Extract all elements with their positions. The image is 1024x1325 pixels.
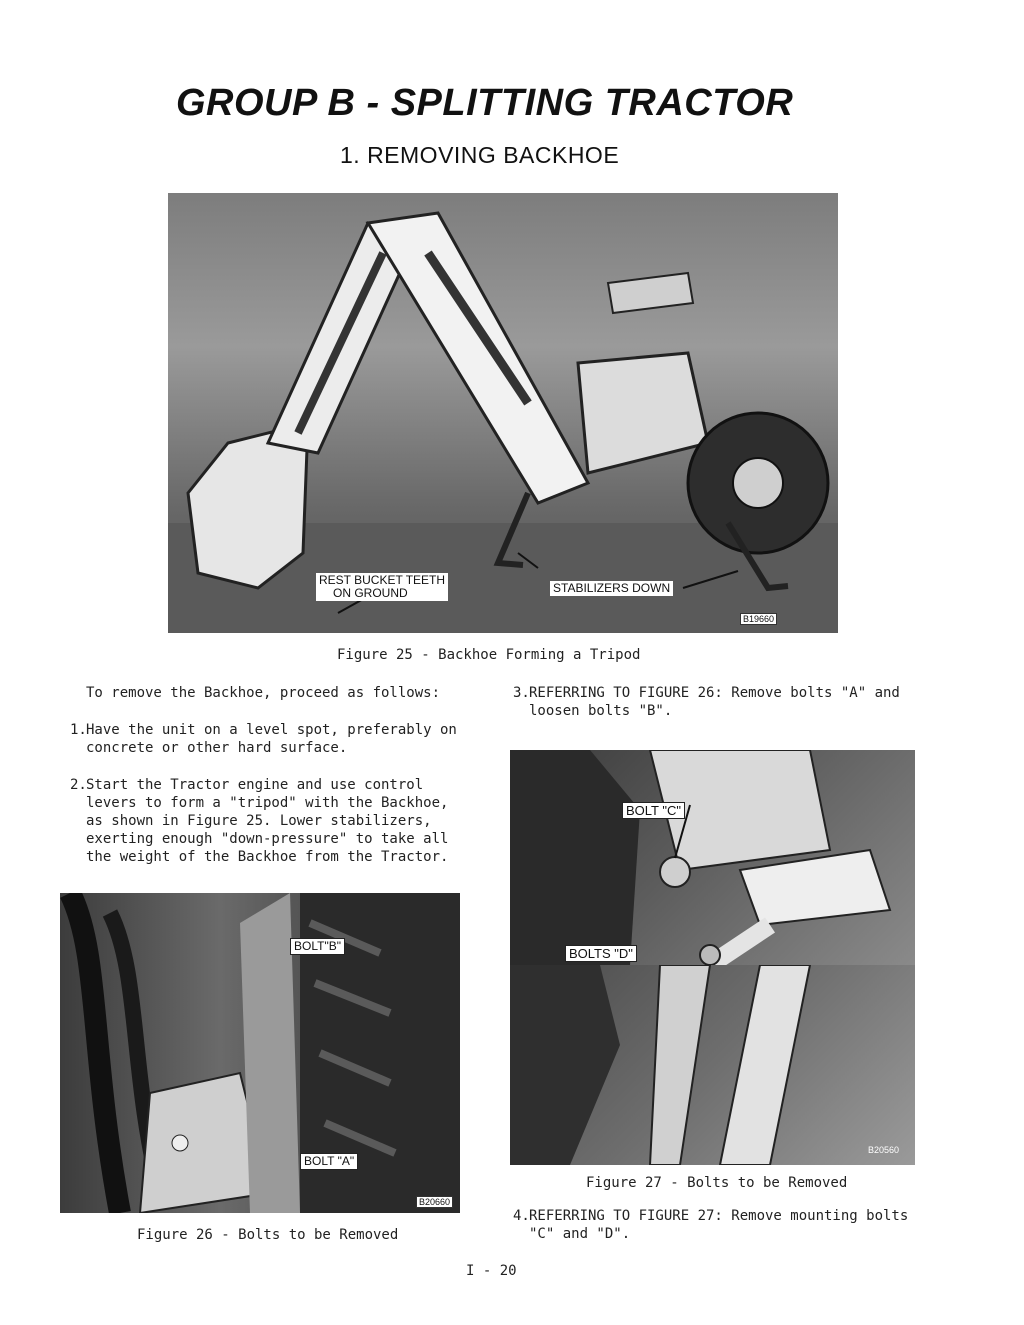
page-number: I - 20 — [466, 1263, 517, 1279]
step-4 — [513, 1207, 923, 1243]
step-1-text: Have the unit on a level spot, preferably on concrete or other hard surface. — [86, 722, 457, 756]
step-4-number: 4. — [513, 1208, 530, 1224]
section-subtitle: 1. REMOVING BACKHOE — [340, 142, 620, 168]
bolt-d-shape — [700, 945, 720, 965]
callout-rest-bucket-line2: ON GROUND — [333, 586, 408, 600]
bolt-a-shape — [172, 1135, 188, 1151]
step-1 — [70, 721, 470, 757]
bolt-c-shape — [660, 857, 690, 887]
figure-25-caption: Figure 25 - Backhoe Forming a Tripod — [337, 647, 641, 663]
figure-25-photo-id: B19660 — [740, 613, 777, 625]
step-2-number: 2. — [70, 777, 87, 793]
callout-rest-bucket — [316, 573, 448, 601]
rod-lower-shape — [650, 965, 710, 1165]
hose-fitting-shape — [740, 850, 890, 925]
callout-bolt-b: BOLT"B" — [290, 938, 345, 955]
tractor-body-shape — [578, 353, 708, 473]
hydraulics-illustration — [60, 893, 460, 1213]
intro-text: To remove the Backhoe, proceed as follows: — [86, 685, 441, 701]
step-1-number: 1. — [70, 722, 87, 738]
figure-26-caption: Figure 26 - Bolts to be Removed — [137, 1227, 399, 1243]
frame-dark-shape — [510, 750, 640, 965]
callout-bolts-d: BOLTS "D" — [565, 945, 637, 962]
callout-stabilizers-down: STABILIZERS DOWN — [550, 581, 673, 596]
step-3-text: REFERRING TO FIGURE 26: Remove bolts "A" and loosen bolts "B". — [529, 685, 900, 719]
figure-26-photo-id: B20660 — [416, 1196, 453, 1208]
mount-lower-illustration — [510, 965, 915, 1165]
step-2-text: Start the Tractor engine and use control levers to form a "tripod" with the Backhoe, as shown in Figure 25. Lower stabilizers, exerting enough "down-pressure" to take all the weight of the Backhoe from the Tractor. — [86, 777, 449, 865]
backhoe-illustration — [168, 193, 838, 633]
hose-lower-shape — [720, 965, 810, 1165]
step-3 — [513, 684, 918, 720]
callout-bolt-c: BOLT "C" — [622, 802, 685, 819]
page-title: GROUP B - SPLITTING TRACTOR — [176, 82, 794, 124]
seat-shape — [608, 273, 693, 313]
figure-27-caption: Figure 27 - Bolts to be Removed — [586, 1175, 848, 1191]
callout-bolt-a: BOLT "A" — [300, 1153, 358, 1170]
wheel-hub-shape — [733, 458, 783, 508]
figure-25-photo — [168, 193, 838, 633]
figure-27-photo — [510, 750, 915, 965]
figure-27-photo-lower — [510, 965, 915, 1165]
mount-illustration — [510, 750, 915, 965]
step-3-number: 3. — [513, 685, 530, 701]
callout-rest-bucket-line1: REST BUCKET TEETH — [319, 573, 446, 587]
step-4-text: REFERRING TO FIGURE 27: Remove mounting bolts "C" and "D". — [529, 1208, 909, 1242]
frame-lower-shape — [510, 965, 620, 1165]
figure-26-photo — [60, 893, 460, 1213]
step-2 — [70, 776, 470, 866]
boom-shape — [368, 213, 588, 503]
figure-27-photo-id: B20560 — [868, 1145, 900, 1155]
